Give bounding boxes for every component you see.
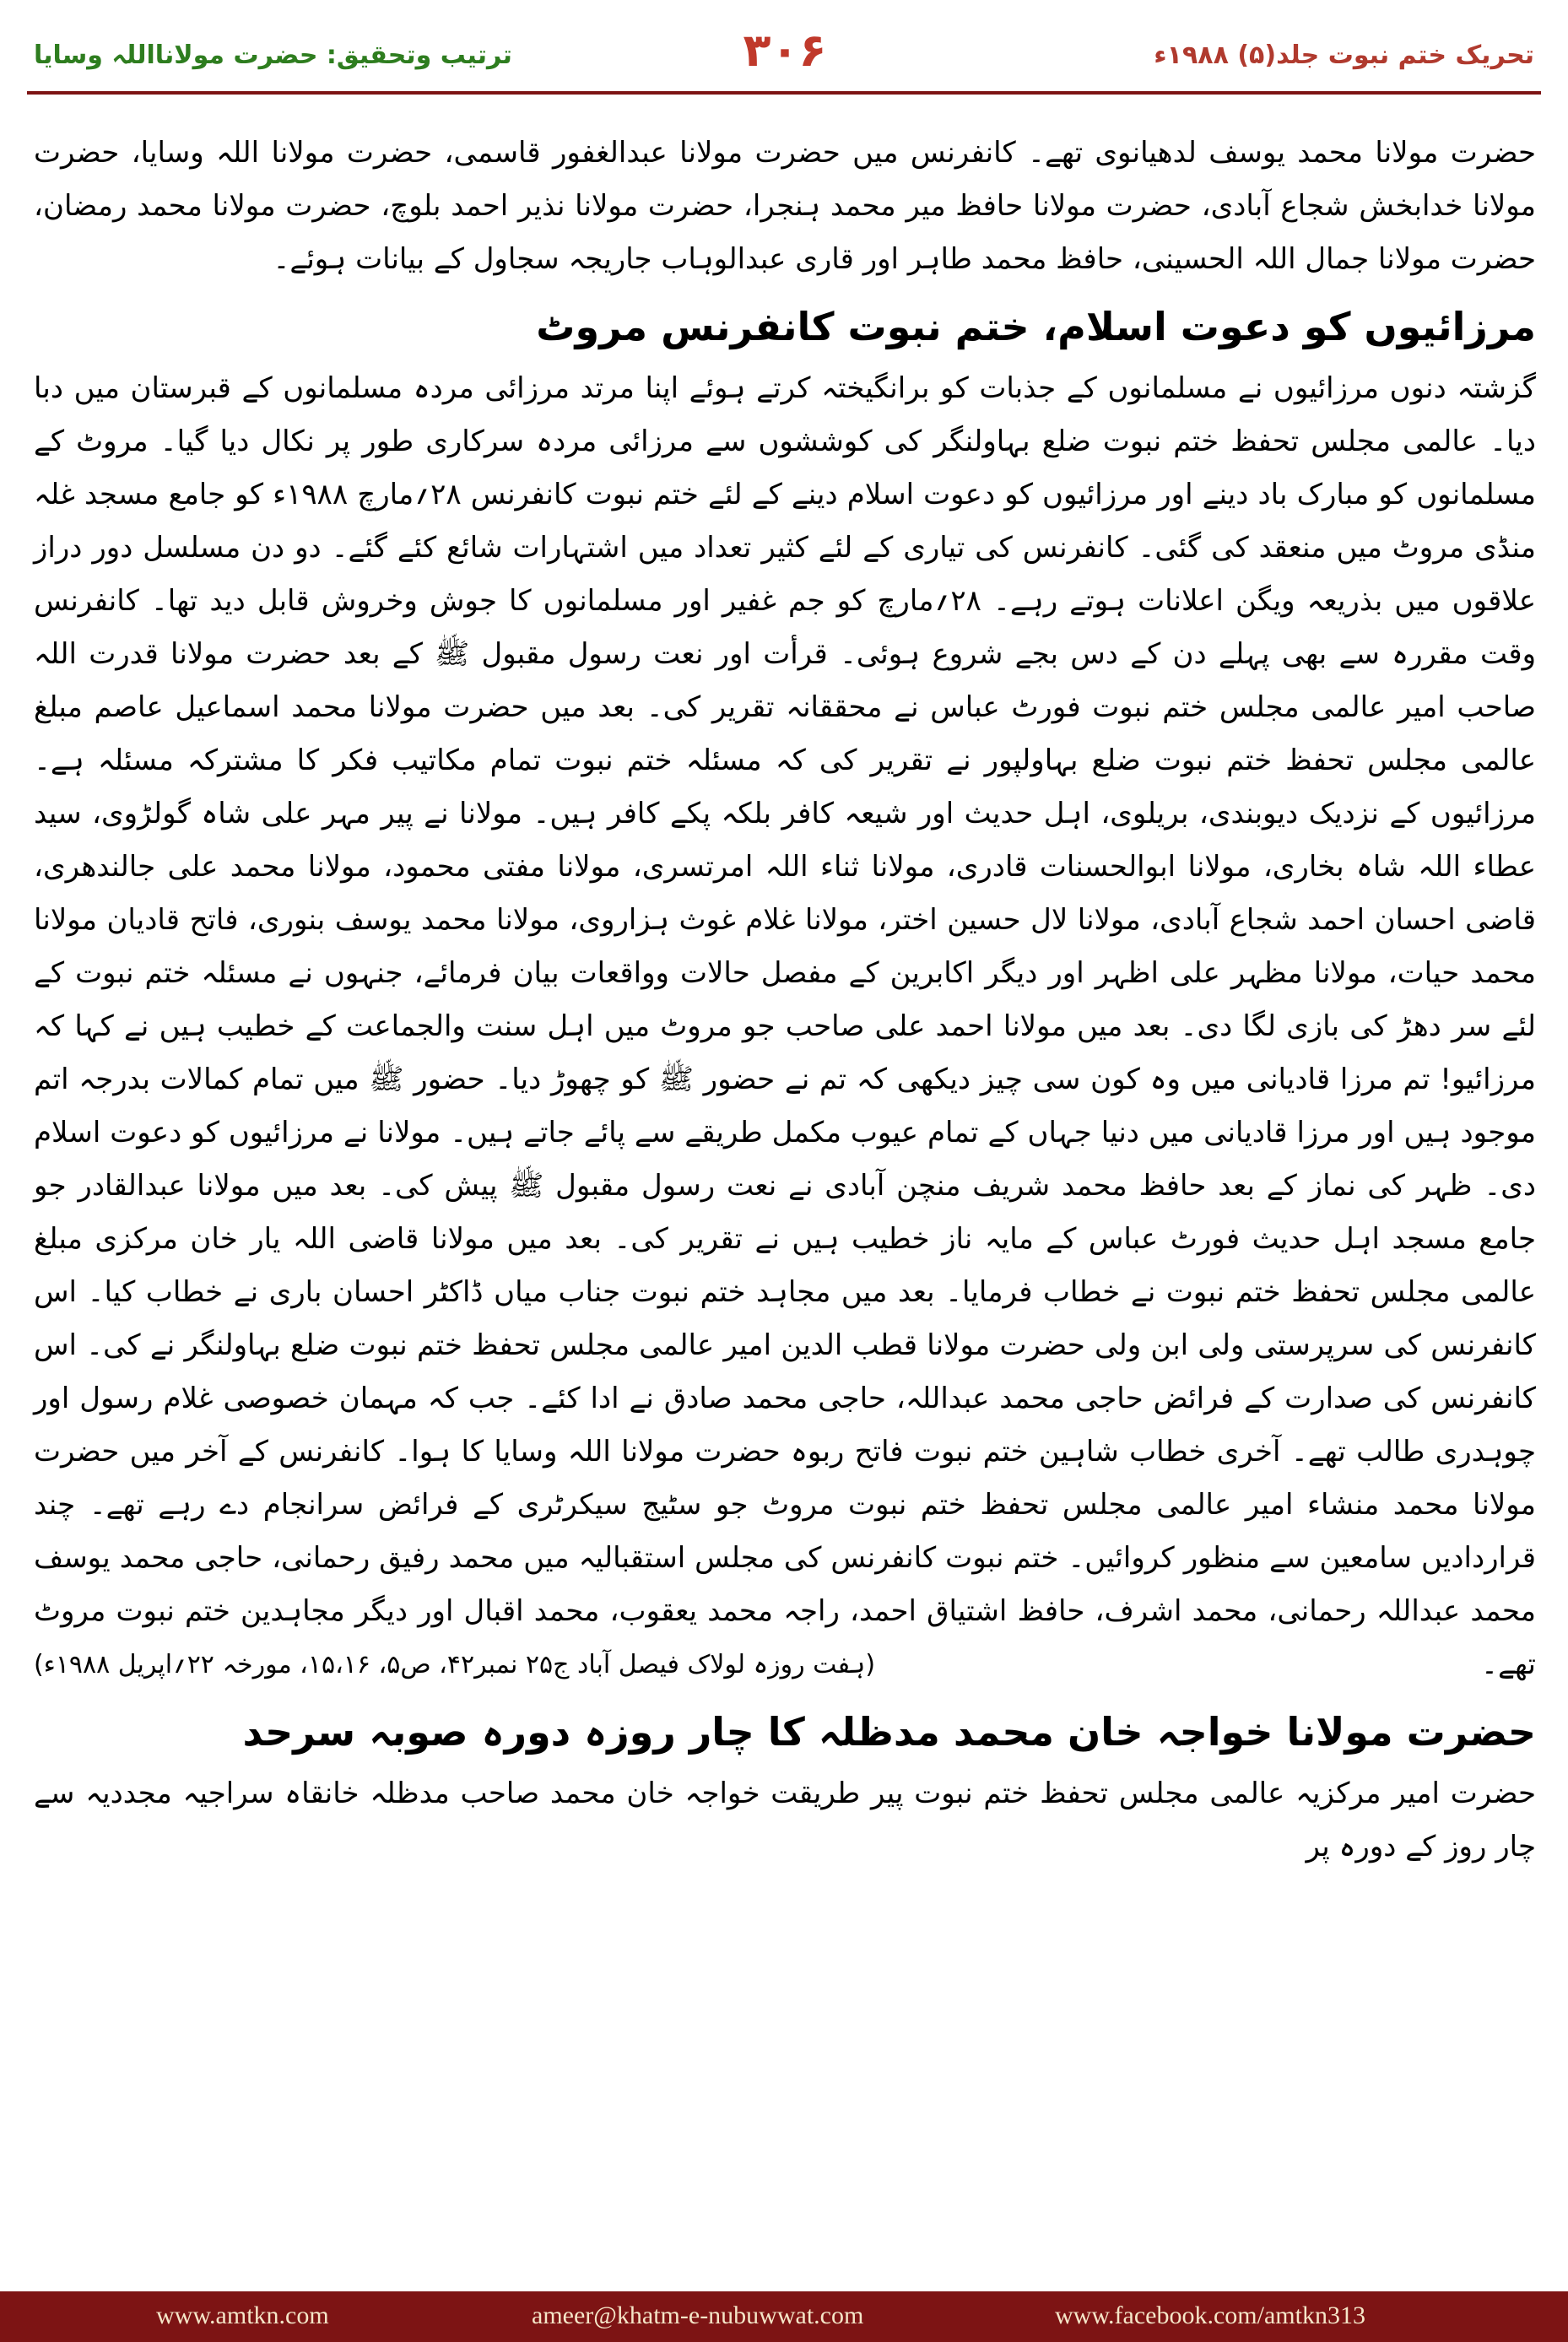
compiler-credit: ترتیب وتحقیق: حضرت مولانااللہ وسایا	[34, 41, 512, 70]
paragraph-3: حضرت امیر مرکزیہ عالمی مجلس تحفظ ختم نبوت پیر طریقت خواجہ خان محمد صاحب مدظلہ خانقاہ سراجیہ مجددیہ سے چار روز کے دورہ پر	[34, 1777, 1536, 1863]
facebook-link[interactable]: www.facebook.com/amtkn313	[1055, 2301, 1365, 2329]
header-divider	[27, 91, 1541, 95]
email-link[interactable]: ameer@khatm-e-nubuwwat.com	[532, 2301, 864, 2329]
citation: (ہفت روزہ لولاک فیصل آباد ج۲۵ نمبر۴۲، ص۵، ۱۵،۱۶، مورخہ ۲۲؍اپریل ۱۹۸۸ء)	[34, 1650, 876, 1679]
website-link[interactable]: www.amtkn.com	[156, 2301, 329, 2329]
section-heading-1: مرزائیوں کو دعوت اسلام، ختم نبوت کانفرنس مروٹ	[536, 304, 1536, 349]
book-title: تحریک ختم نبوت جلد(۵) ۱۹۸۸ء	[1154, 41, 1534, 70]
paragraph-1: حضرت مولانا محمد یوسف لدھیانوی تھے۔ کانفرنس میں حضرت مولانا عبدالغفور قاسمی، حضرت مولانا اللہ وسایا، حضرت مولانا خدابخش شجاع آبادی، حضرت مولانا حافظ میر محمد ہنجرا، حضرت مولانا نذیر احمد بلوچ، حضرت مولانا محمد رمضان، حضرت مولانا جمال اللہ الحسینی، حافظ محمد طاہر اور قاری عبدالوہاب جاریجہ سجاول کے بیانات ہوئے۔	[34, 136, 1536, 276]
section-heading-2: حضرت مولانا خواجہ خان محمد مدظلہ کا چار روزہ دورہ صوبہ سرحد	[242, 1709, 1536, 1755]
page-footer	[0, 2291, 1568, 2342]
paragraph-2-text: گزشتہ دنوں مرزائیوں نے مسلمانوں کے جذبات کو برانگیختہ کرتے ہوئے اپنا مرتد مرزائی مردہ مسلمانوں کے قبرستان میں دبا دیا۔ عالمی مجلس تحفظ ختم نبوت ضلع بہاولنگر کی کوششوں سے مرزائی مردہ سرکاری طور پر نکال دیا گیا۔ مروٹ کے مسلمانوں کو مبارک باد دینے اور مرزائیوں کو دعوت اسلام دینے کے لئے ختم نبوت کانفرنس ۲۸؍مارچ ۱۹۸۸ء کو جامع مسجد غلہ منڈی مروٹ میں منعقد کی گئی۔ کانفرنس کی تیاری کے لئے کثیر تعداد میں اشتہارات شائع کئے گئے۔ دو دن مسلسل دور دراز علاقوں میں بذریعہ ویگن اعلانات ہوتے رہے۔ ۲۸؍مارچ کو جم غفیر اور مسلمانوں کا جوش وخروش قابل دید تھا۔ کانفرنس وقت مقررہ سے بھی پہلے دن کے دس بجے شروع ہوئی۔ قرأت اور نعت رسول مقبول ﷺ کے بعد حضرت مولانا قدرت اللہ صاحب امیر عالمی مجلس ختم نبوت فورٹ عباس نے محققانہ تقریر کی۔ بعد میں حضرت مولانا محمد اسماعیل عاصم مبلغ عالمی مجلس تحفظ ختم نبوت ضلع بہاولپور نے تقریر کی کہ مسئلہ ختم نبوت تمام مکاتیب فکر کا مشترکہ مسئلہ ہے۔ مرزائیوں کے نزدیک دیوبندی، بریلوی، اہل حدیث اور شیعہ کافر بلکہ پکے کافر ہیں۔ مولانا نے پیر مہر علی شاہ گولڑوی، سید عطاء اللہ شاہ بخاری، مولانا ابوالحسنات قادری، مولانا ثناء اللہ امرتسری، مولانا مفتی محمود، مولانا محمد علی جالندھری، قاضی احسان احمد شجاع آبادی، مولانا لال حسین اختر، مولانا غلام غوث ہزاروی، مولانا محمد یوسف بنوری، فاتح قادیان مولانا محمد حیات، مولانا مظہر علی اظہر اور دیگر اکابرین کے مفصل حالات وواقعات بیان فرمائے، جنہوں نے مسئلہ ختم نبوت کے لئے سر دھڑ کی بازی لگا دی۔ بعد میں مولانا احمد علی صاحب جو مروٹ میں اہل سنت والجماعت کے خطیب ہیں نے کہا کہ مرزائیو! تم مرزا قادیانی میں وہ کون سی چیز دیکھی کہ تم نے حضور ﷺ کو چھوڑ دیا۔ حضور ﷺ میں تمام کمالات بدرجہ اتم موجود ہیں اور مرزا قادیانی میں دنیا جہاں کے تمام عیوب مکمل طریقے سے پائے جاتے ہیں۔ مولانا نے مرزائیوں کو دعوت اسلام دی۔ ظہر کی نماز کے بعد حافظ محمد شریف منچن آبادی نے نعت رسول مقبول ﷺ پیش کی۔ بعد میں مولانا عبدالقادر جو جامع مسجد اہل حدیث فورٹ عباس کے مایہ ناز خطیب ہیں نے تقریر کی۔ بعد میں مولانا قاضی اللہ یار خان مرکزی مبلغ عالمی مجلس تحفظ ختم نبوت نے خطاب فرمایا۔ بعد میں مجاہد ختم نبوت جناب میاں ڈاکٹر احسان باری نے خطاب کیا۔ اس کانفرنس کی سرپرستی ولی ابن ولی حضرت مولانا قطب الدین امیر عالمی مجلس تحفظ ختم نبوت ضلع بہاولنگر نے کی۔ اس کانفرنس کی صدارت کے فرائض حاجی محمد عبداللہ، حاجی محمد صادق نے ادا کئے۔ جب کہ مہمان خصوصی غلام رسول اور چوہدری طالب تھے۔ آخری خطاب شاہین ختم نبوت فاتح ربوہ حضرت مولانا اللہ وسایا کا ہوا۔ کانفرنس کے آخر میں حضرت مولانا محمد منشاء امیر عالمی مجلس تحفظ ختم نبوت مروٹ جو سٹیج سیکرٹری کے فرائض سرانجام دے رہے تھے۔ چند قراردادیں سامعین سے منظور کروائیں۔ ختم نبوت کانفرنس کی مجلس استقبالیہ میں محمد رفیق رحمانی، حاجی محمد یوسف محمد عبداللہ رحمانی، محمد اشرف، حافظ اشتیاق احمد، راجہ محمد یعقوب، محمد اقبال اور دیگر مجاہدین ختم نبوت مروٹ تھے۔	[34, 371, 1536, 1681]
paragraph-2	[34, 362, 1536, 1691]
page-number: ۳۰۶	[743, 24, 827, 77]
page-header	[0, 0, 1568, 95]
page-body	[34, 127, 1536, 2253]
